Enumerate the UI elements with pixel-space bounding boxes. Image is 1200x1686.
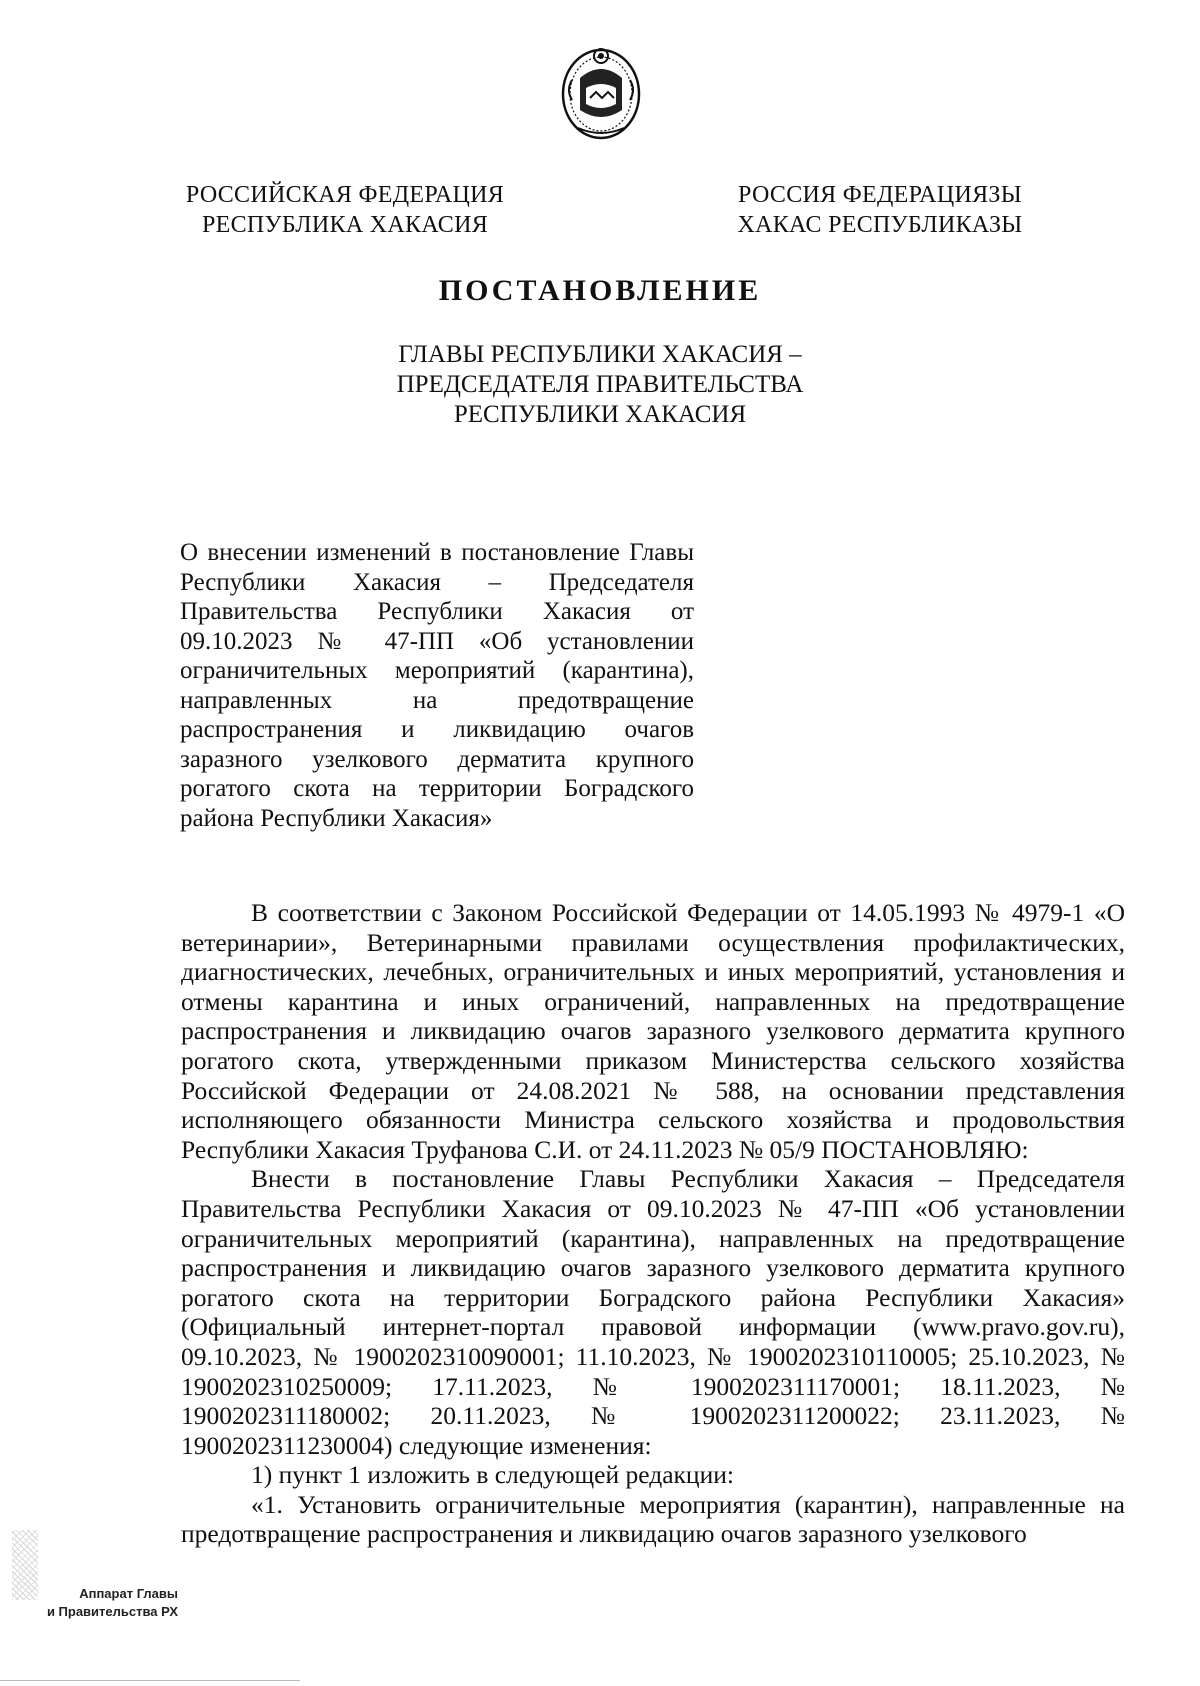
coat-of-arms-icon xyxy=(558,40,644,142)
issuer-line3: РЕСПУБЛИКИ ХАКАСИЯ xyxy=(453,401,747,428)
body-paragraph-4: «1. Установить ограничительные мероприятия (карантин), направленные на предотвращение распространения и ликвидацию очагов заразного узелкового xyxy=(181,1489,1125,1549)
header-left-line1: РОССИЙСКАЯ ФЕДЕРАЦИЯ xyxy=(185,182,505,208)
bottom-rule xyxy=(0,1680,300,1681)
header-right xyxy=(715,180,1045,240)
body-paragraph-3: 1) пункт 1 изложить в следующей редакции: xyxy=(251,1460,734,1490)
issuer-block xyxy=(300,340,900,430)
document-title: ПОСТАНОВЛЕНИЕ xyxy=(438,274,762,307)
footer-stamp-line1: Аппарат Главы xyxy=(79,1586,178,1601)
footer-stamp-line2: и Правительства РХ xyxy=(46,1604,178,1619)
header-left xyxy=(180,180,510,240)
footer-stamp xyxy=(18,1585,178,1621)
header-left-line2: РЕСПУБЛИКА ХАКАСИЯ xyxy=(201,212,489,238)
header-right-line1: РОССИЯ ФЕДЕРАЦИЯЗЫ xyxy=(738,182,1022,208)
header-right-line2: ХАКАС РЕСПУБЛИКАЗЫ xyxy=(737,212,1023,238)
document-subject: О внесении изменений в постановление Главы Республики Хакасия – Председателя Правительства Республики Хакасия от 09.10.2023 № 47-ПП «Об установлении ограничительных мероприятий (карантина), направленных на предотвращение распространения и ликвидацию очагов заразного узелкового дерматита крупного рогатого скота на территории Боградского района Республики Хакасия» xyxy=(180,539,694,832)
body-paragraph-1: В соответствии с Законом Российской Федерации от 14.05.1993 № 4979-1 «О ветеринарии», Ветеринарными правилами осуществления профилактических, диагностических, лечебных, ограничительных и иных мероприятий, установления и отмены карантина и иных ограничений, направленных на предотвращение распространения и ликвидацию очагов заразного узелкового дерматита крупного рогатого скота, утвержденными приказом Министерства сельского хозяйства Российской Федерации от 24.08.2021 № 588, на основании представления исполняющего обязанности Министра сельского хозяйства и продовольствия Республики Хакасия Труфанова С.И. от 24.11.2023 № 05/9 ПОСТАНОВЛЯЮ: xyxy=(181,898,1125,1164)
issuer-line2: ПРЕДСЕДАТЕЛЯ ПРАВИТЕЛЬСТВА xyxy=(396,371,804,398)
issuer-line1: ГЛАВЫ РЕСПУБЛИКИ ХАКАСИЯ – xyxy=(398,341,802,368)
body-paragraph-2: Внести в постановление Главы Республики Хакасия – Председателя Правительства Республики Хакасия от 09.10.2023 № 47-ПП «Об установлении ограничительных мероприятий (карантина), направленных на предотвращение распространения и ликвидацию очагов заразного узелкового дерматита крупного рогатого скота на территории Боградского района Республики Хакасия» (Официальный интернет-портал правовой информации (www.pravo.gov.ru), 09.10.2023, № 1900202310090001; 11.10.2023, № 1900202310110005; 25.10.2023, № 1900202310250009; 17.11.2023, № 1900202311170001; 18.11.2023, № 1900202311180002; 20.11.2023, № 1900202311200022; 23.11.2023, № 1900202311230004) следующие изменения: xyxy=(181,1164,1125,1460)
document-body xyxy=(181,898,1125,1549)
